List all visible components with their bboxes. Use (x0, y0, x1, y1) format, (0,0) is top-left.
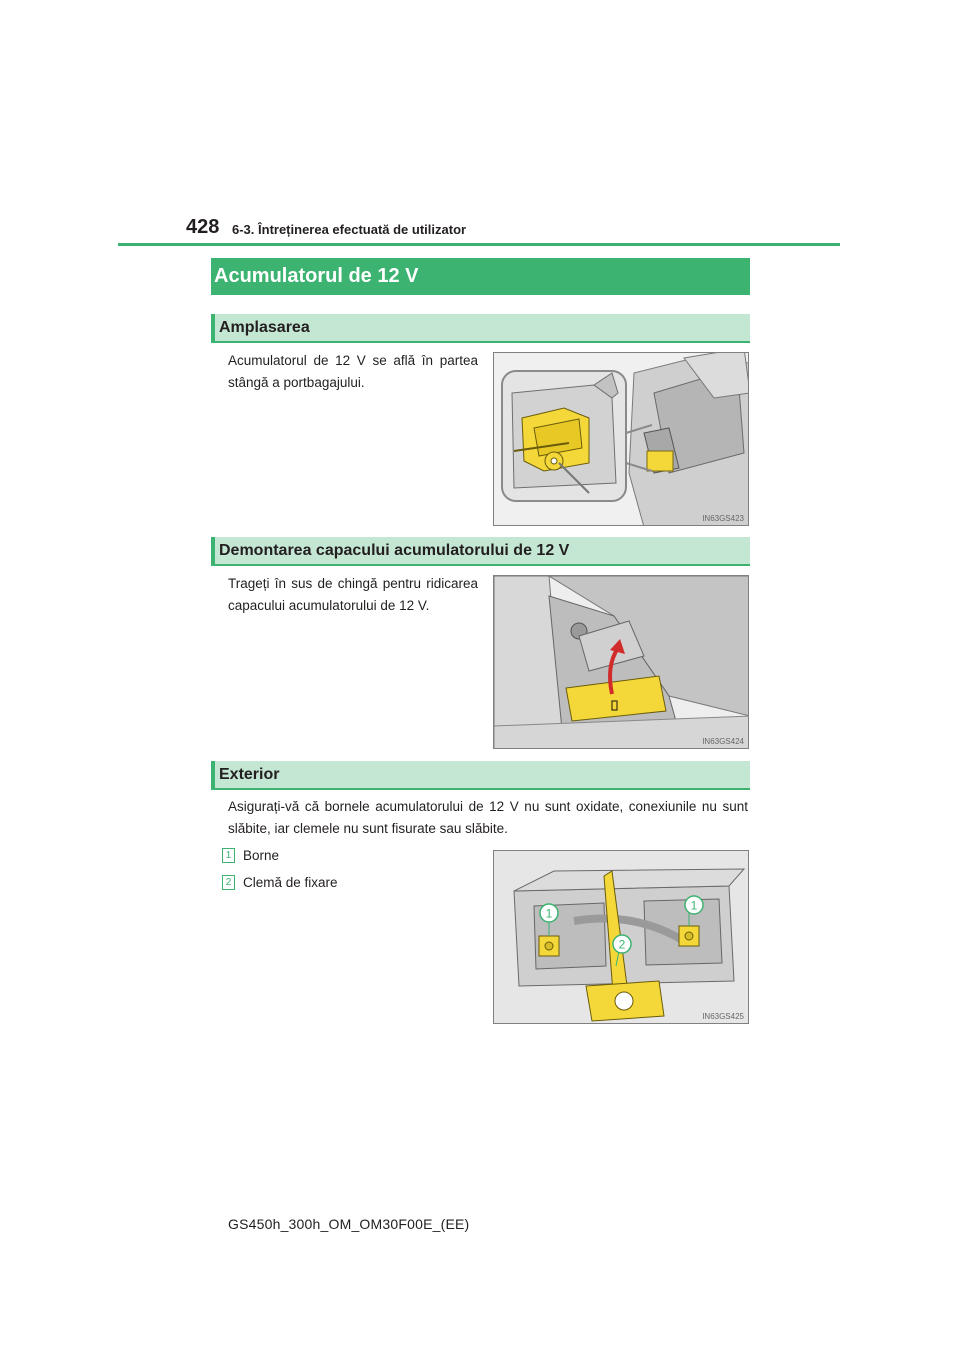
exterior-heading-text: Exterior (219, 765, 280, 783)
list-item (222, 875, 338, 890)
section-title (211, 258, 750, 295)
cover-removal-heading (211, 537, 750, 566)
battery-terminals-figure (493, 850, 749, 1024)
chapter-title: 6-3. Întreținerea efectuată de utilizator (232, 222, 467, 237)
battery-terminals-illustration (494, 851, 749, 1024)
location-text: Acumulatorul de 12 V se află în partea stângă a portbagajului. (228, 353, 478, 390)
figure-code-cover: IN63GS424 (702, 737, 744, 746)
figure-code-location: IN63GS423 (702, 514, 744, 523)
item-label: Clemă de fixare (243, 875, 338, 890)
list-item (222, 848, 279, 863)
item-number-badge: 1 (222, 848, 235, 863)
item-label: Borne (243, 848, 280, 863)
callout-number: 1 (690, 898, 698, 913)
page-number: 428 (186, 216, 220, 238)
battery-cover-removal-figure (493, 575, 749, 749)
callout-number: 1 (545, 906, 553, 921)
location-heading (211, 314, 750, 343)
exterior-heading (211, 761, 750, 790)
section-title-text: Acumulatorul de 12 V (214, 265, 419, 287)
trunk-battery-location-figure (493, 352, 749, 526)
figure-code-exterior: IN63GS425 (702, 1012, 744, 1021)
page-header (0, 0, 960, 250)
header-rule (118, 243, 840, 246)
battery-small-highlight (647, 451, 673, 471)
footer-code: GS450h_300h_OM_OM30F00E_(EE) (228, 1216, 470, 1232)
item-number-badge: 2 (222, 875, 235, 890)
location-heading-text: Amplasarea (219, 318, 310, 336)
trunk-battery-location-illustration (494, 353, 749, 526)
battery-cover-removal-illustration (494, 576, 749, 749)
exterior-text: Asigurați-vă că bornele acumulatorului de 12 V nu sunt oxidate, conexiunile nu sunt slăbite, iar clemele nu sunt fisurate sau slăbite. (228, 799, 748, 836)
cover-removal-text: Trageți în sus de chingă pentru ridicarea capacului acumulatorului de 12 V. (228, 576, 478, 613)
cover-removal-heading-text: Demontarea capacului acumulatorului de 12 V (219, 541, 570, 559)
callout-number: 2 (618, 937, 626, 952)
